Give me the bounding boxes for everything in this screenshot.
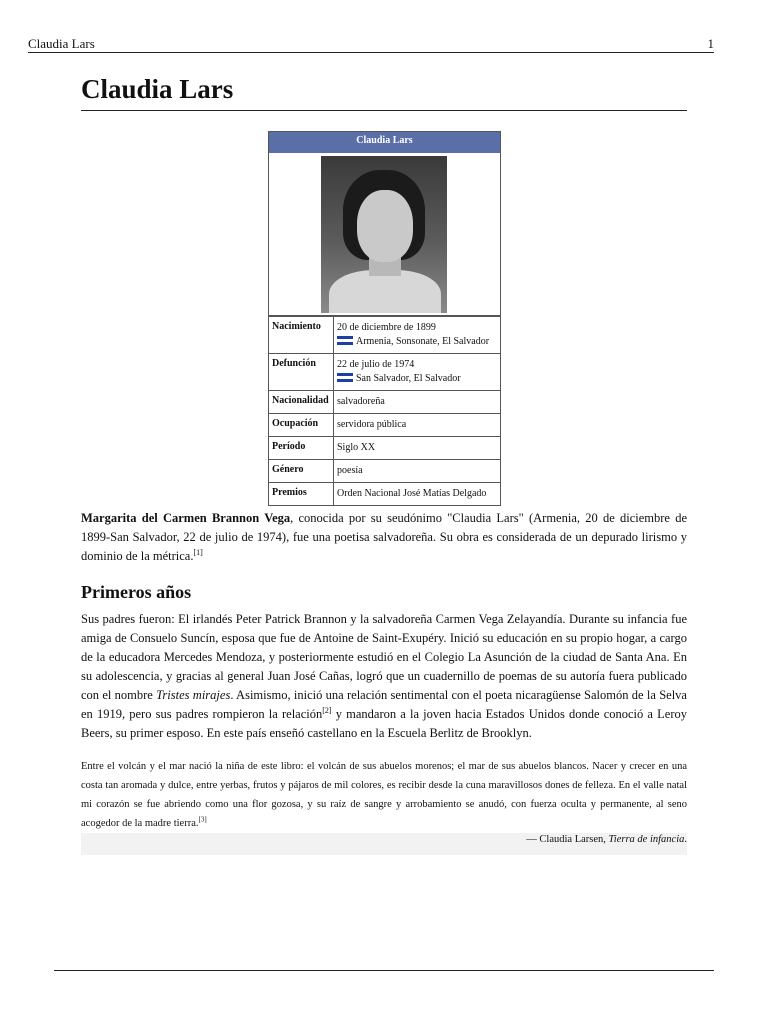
page-title: Claudia Lars bbox=[81, 74, 234, 104]
infobox-value bbox=[334, 317, 500, 353]
infobox-value: salvadoreña bbox=[337, 396, 385, 407]
quote-attribution bbox=[526, 834, 687, 845]
birth-place[interactable]: Armenia, Sonsonate, El Salvador bbox=[356, 336, 490, 347]
infobox bbox=[268, 131, 501, 506]
section-paragraph bbox=[81, 610, 687, 743]
portrait-photo[interactable] bbox=[321, 156, 447, 313]
portrait-photo-frame bbox=[269, 153, 500, 316]
infobox-label: Período bbox=[269, 437, 334, 459]
infobox-row-premios bbox=[269, 482, 500, 505]
infobox-row-nacimiento bbox=[269, 316, 500, 353]
running-header-title: Claudia Lars bbox=[28, 36, 95, 51]
section-text: . Asimismo, inició una relación sentimental con el poeta nicaragüense Salomón de la Selva en 1919, pero sus padres rompieron la relación bbox=[81, 688, 687, 721]
attribution-suffix: . bbox=[684, 834, 687, 845]
intro-text: , conocida por su seudónimo "Claudia Lars" (Armenia, 20 de diciembre de 1899-San Salvador, 22 de julio de 1974), fue una poetisa salvadoreña. Su obra es considerada de un depurado lirismo y dominio de la métrica. bbox=[81, 511, 688, 563]
infobox-row-genero bbox=[269, 459, 500, 482]
title-divider bbox=[81, 110, 687, 111]
blockquote bbox=[81, 757, 687, 855]
birth-date[interactable]: 20 de diciembre de 1899 bbox=[337, 322, 436, 333]
footer-divider bbox=[54, 970, 714, 971]
attribution-author: — Claudia Larsen, bbox=[526, 834, 609, 845]
reference-link[interactable]: [3] bbox=[198, 815, 207, 824]
running-header bbox=[28, 34, 714, 53]
reference-link[interactable]: [2] bbox=[322, 705, 332, 715]
section-text: Sus padres fueron: El irlandés Peter Patrick Brannon y la salvadoreña Carmen Vega Zelayandía. Durante su infancia fue amiga de Consuelo Suncín, esposa que fue de Antoine de Saint-Exupéry. Inició su educación en su propio hogar, a cargo de la educadora Mercedes Mendoza, y posteriormente estudió en el Colegio La Asunción de la ciudad de Santa Ana. En su adolescencia, y gracias al general Juan José Cañas, logró que un cuadernillo de poemas de su autoría fuera publicado con el nombre bbox=[81, 612, 687, 702]
page-number: 1 bbox=[707, 36, 714, 51]
infobox-label: Ocupación bbox=[269, 414, 334, 436]
death-place[interactable]: San Salvador, El Salvador bbox=[356, 373, 461, 384]
infobox-row-defuncion bbox=[269, 353, 500, 390]
el-salvador-flag-icon bbox=[337, 373, 353, 382]
death-date[interactable]: 22 de julio de 1974 bbox=[337, 359, 415, 370]
quote-body: Entre el volcán y el mar nació la niña de este libro: el volcán de sus abuelos morenos; el mar de sus abuelos blancos. Nacer y crecer en una costa tan aromada y dulce, entre yerbas, frutos y pájaros de mil colores, es recibir desde la cuna maravillosos dones de felleza. En el valle natal mi corazón se fue abriendo como una flor gozosa, y su raíz de sangre y arrobamiento se anudó, con fuerza oculta y permanente, al seno acogedor de la madre tierra. bbox=[81, 761, 687, 829]
infobox-value[interactable]: poesía bbox=[337, 465, 363, 476]
quote-text bbox=[81, 757, 687, 833]
book-title: Tristes mirajes bbox=[156, 688, 231, 702]
intro-paragraph bbox=[81, 509, 687, 566]
infobox-label: Defunción bbox=[269, 354, 334, 390]
el-salvador-flag-icon bbox=[337, 336, 353, 345]
infobox-label: Nacionalidad bbox=[269, 391, 334, 413]
infobox-value bbox=[334, 354, 500, 390]
infobox-row-nacionalidad bbox=[269, 390, 500, 413]
attribution-work: Tierra de infancia bbox=[608, 834, 685, 845]
infobox-label: Premios bbox=[269, 483, 334, 505]
infobox-label: Género bbox=[269, 460, 334, 482]
infobox-title: Claudia Lars bbox=[269, 132, 500, 153]
reference-link[interactable]: [1] bbox=[193, 547, 203, 557]
infobox-value[interactable]: Orden Nacional José Matías Delgado bbox=[337, 488, 487, 499]
subject-full-name: Margarita del Carmen Brannon Vega bbox=[81, 511, 291, 525]
infobox-value: Siglo XX bbox=[337, 442, 376, 453]
infobox-row-periodo bbox=[269, 436, 500, 459]
infobox-row-ocupacion bbox=[269, 413, 500, 436]
section-text: y mandaron a la joven hacia Estados Unidos donde conoció a Leroy Beers, su primer esposo. En este país enseñó castellano en la Escuela Berlitz de Brooklyn. bbox=[81, 707, 687, 740]
infobox-label: Nacimiento bbox=[269, 317, 334, 353]
section-heading: Primeros años bbox=[81, 582, 192, 602]
infobox-value: servidora pública bbox=[337, 419, 407, 430]
